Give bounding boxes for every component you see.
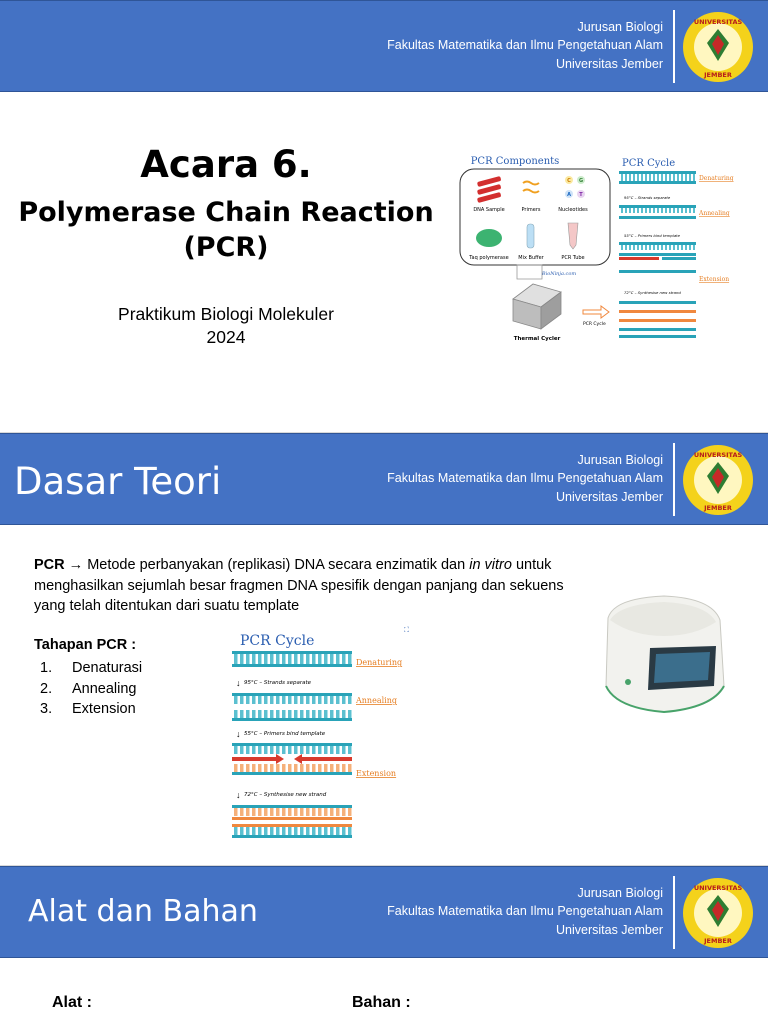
university-name: Universitas Jember xyxy=(556,489,663,504)
page-subtitle xyxy=(0,195,452,265)
pcr-definition xyxy=(34,555,574,617)
institution-lines xyxy=(387,884,663,939)
svg-text:G: G xyxy=(578,178,584,184)
definition-arrow: → xyxy=(64,557,88,573)
slide-3 xyxy=(0,866,768,1024)
expand-icon: ⛶ xyxy=(404,627,409,634)
svg-text:A: A xyxy=(567,192,571,198)
step-note-2: 55°C – Primers bind template xyxy=(244,731,326,737)
university-logo xyxy=(682,877,754,949)
logo-text-top: UNIVERSITAS xyxy=(693,884,743,892)
definition-text-1: Metode perbanyakan (replikasi) DNA secara enzimatik dan xyxy=(87,557,470,573)
step-note-1: 95°C – Strands separate xyxy=(624,195,671,200)
materials-heading: Bahan : xyxy=(352,994,411,1011)
item-dna-sample: DNA Sample xyxy=(473,207,505,213)
university-name: Universitas Jember xyxy=(556,56,663,71)
header-band xyxy=(0,0,768,92)
item-mix-buffer: Mix Buffer xyxy=(518,255,544,261)
stage-denaturing: Denaturing xyxy=(699,175,734,182)
dept-name: Jurusan Biologi xyxy=(577,453,663,467)
stage-annealing: Annealing xyxy=(699,210,730,217)
header-band xyxy=(0,433,768,525)
logo-text-top: UNIVERSITAS xyxy=(693,451,743,459)
dept-name: Jurusan Biologi xyxy=(577,886,663,900)
header-divider xyxy=(673,443,675,516)
university-logo xyxy=(682,11,754,83)
logo-text-top: UNIVERSITAS xyxy=(693,18,743,26)
stages-list xyxy=(40,658,142,720)
down-arrow-icon: ↓ xyxy=(236,790,241,800)
stage-annealing: Annealing xyxy=(356,696,397,705)
item-primers: Primers xyxy=(521,207,541,213)
course-year: 2024 xyxy=(206,327,246,347)
svg-text:T: T xyxy=(579,192,583,198)
taq-polymerase-icon xyxy=(476,229,502,247)
faculty-name: Fakultas Matematika dan Ilmu Pengetahuan Alam xyxy=(387,38,663,53)
course-info xyxy=(0,303,452,349)
logo-text-bottom: JEMBER xyxy=(704,937,732,945)
header-divider xyxy=(673,10,675,83)
item-taq: Taq polymerase xyxy=(469,255,509,261)
tools-heading: Alat : xyxy=(52,994,92,1011)
section-title: Dasar Teori xyxy=(14,460,222,503)
logo-text-bottom: JEMBER xyxy=(704,504,732,512)
dept-name: Jurusan Biologi xyxy=(577,20,663,34)
list-item: 2. Annealing xyxy=(40,680,137,697)
cycle-arrow-label: PCR Cycle xyxy=(583,322,606,327)
down-arrow-icon: ↓ xyxy=(236,729,241,739)
figure-source: BioNinja.com xyxy=(541,271,577,277)
slide-1 xyxy=(0,0,768,432)
pcr-term: PCR xyxy=(34,557,65,573)
cycle-title: PCR Cycle xyxy=(240,633,315,649)
subtitle-line-1: Polymerase Chain Reaction xyxy=(18,197,434,228)
logo-text-bottom: JEMBER xyxy=(704,71,732,79)
faculty-name: Fakultas Matematika dan Ilmu Pengetahuan Alam xyxy=(387,471,663,486)
step-note-2: 55°C – Primers bind template xyxy=(624,233,681,238)
svg-text:C: C xyxy=(567,178,571,184)
stage-extension: Extension xyxy=(699,276,730,283)
page-title: Acara 6. xyxy=(140,143,312,186)
item-pcr-tube: PCR Tube xyxy=(561,255,585,261)
stage-denaturing: Denaturing xyxy=(356,658,403,667)
list-item: 1. Denaturasi xyxy=(40,660,143,676)
pcr-components-figure xyxy=(457,147,735,345)
course-name: Praktikum Biologi Molekuler xyxy=(118,304,334,324)
list-item: 3. Extension xyxy=(40,701,136,717)
thermal-cycler-label: Thermal Cycler xyxy=(513,336,561,342)
university-logo xyxy=(682,444,754,516)
down-arrow-icon: ↓ xyxy=(236,678,241,688)
step-note-3: 72°C – Synthesise new strand xyxy=(624,290,681,295)
stages-heading: Tahapan PCR : xyxy=(34,637,137,653)
header-divider xyxy=(673,876,675,949)
university-name: Universitas Jember xyxy=(556,922,663,937)
section-title: Alat dan Bahan xyxy=(28,894,258,929)
institution-lines xyxy=(387,18,663,73)
header-band xyxy=(0,866,768,958)
subtitle-line-2: (PCR) xyxy=(183,232,269,263)
components-title: PCR Components xyxy=(470,156,560,167)
slide-2 xyxy=(0,433,768,865)
stage-extension: Extension xyxy=(356,769,397,778)
item-nucleotides: Nucleotides xyxy=(558,207,588,213)
pcr-cycle-figure xyxy=(228,623,414,853)
definition-italic: in vitro xyxy=(469,557,512,573)
cycle-title: PCR Cycle xyxy=(622,158,676,169)
mix-buffer-icon xyxy=(527,224,534,248)
institution-lines xyxy=(387,451,663,506)
step-note-3: 72°C – Synthesise new strand xyxy=(244,792,327,798)
definition-text-2: untuk menghasilkan sejumlah besar fragmen DNA spesifik dengan panjang dan sekuens yang telah ditentukan dari suatu template xyxy=(34,557,564,615)
step-note-1: 95°C – Strands separate xyxy=(244,680,311,686)
faculty-name: Fakultas Matematika dan Ilmu Pengetahuan Alam xyxy=(387,904,663,919)
thermal-cycler-photo xyxy=(594,590,736,722)
